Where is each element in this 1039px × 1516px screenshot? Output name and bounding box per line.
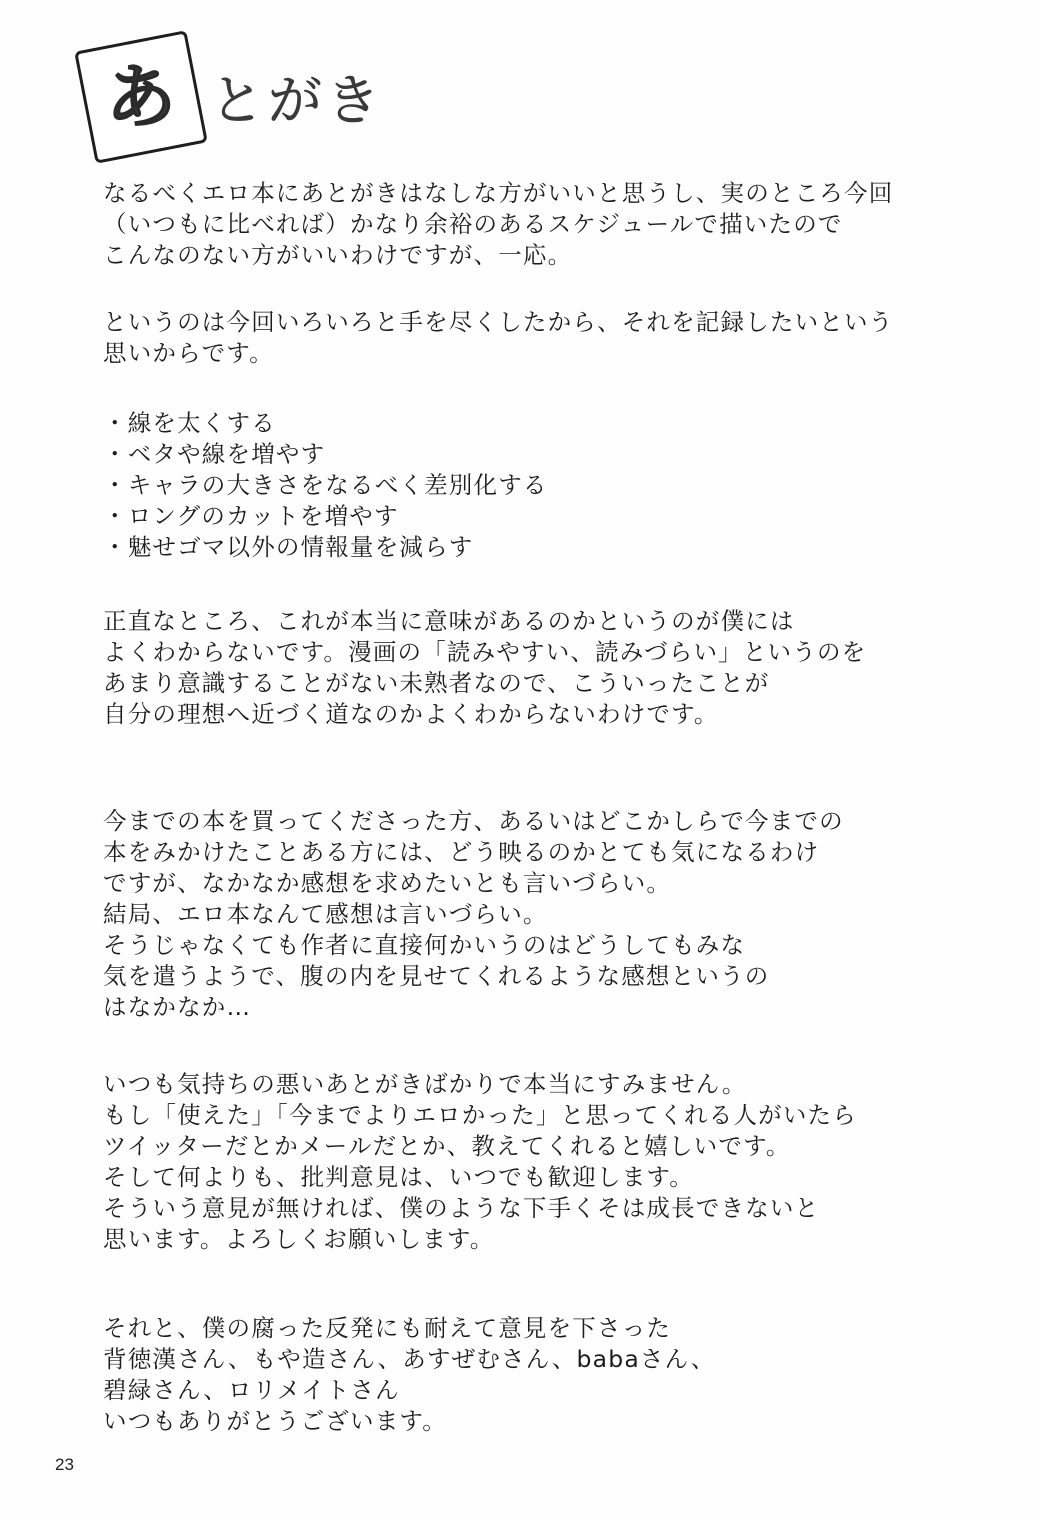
text-line: あまり意識することがない未熟者なので、こういったことが — [103, 669, 770, 697]
text-line: というのは今回いろいろと手を尽くしたから、それを記録したいという — [103, 308, 894, 336]
text-line: 思いからです。 — [103, 339, 274, 367]
text-line: 自分の理想へ近づく道なのかよくわからないわけです。 — [103, 700, 719, 728]
text-line: 本をみかけたことある方には、どう映るのかとても気になるわけ — [103, 838, 820, 866]
title-boxed-char-frame — [74, 30, 208, 164]
list-item: ・ロングのカットを増やす — [103, 502, 399, 530]
paragraph-reason — [103, 307, 893, 369]
text-line: そして何よりも、批判意見は、いつでも歓迎します。 — [103, 1163, 694, 1191]
paragraph-thanks — [103, 1313, 715, 1437]
text-line: いつも気持ちの悪いあとがきばかりで本当にすみません。 — [103, 1070, 747, 1098]
text-line: こんなのない方がいいわけですが、一応。 — [103, 241, 573, 269]
text-line: よくわからないです。漫画の「読みやすい、読みづらい」というのを — [103, 638, 867, 666]
title-boxed-char: あ — [106, 56, 176, 138]
text-line: 背徳漢さん、もや造さん、あすぜむさん、babaさん、 — [103, 1345, 716, 1373]
text-line: 今までの本を買ってくださった方、あるいはどこかしらで今までの — [103, 807, 844, 835]
list-item: ・線を太くする — [103, 409, 276, 437]
text-line: ツイッターだとかメールだとか、教えてくれると嬉しいです。 — [103, 1132, 791, 1160]
text-line: もし「使えた」「今までよりエロかった」と思ってくれる人がいたら — [103, 1101, 857, 1129]
page-number: 23 — [55, 1455, 74, 1474]
text-line: はなかなか… — [103, 993, 252, 1021]
text-line: それと、僕の腐った反発にも耐えて意見を下さった — [103, 1314, 672, 1342]
text-line: 思います。よろしくお願いします。 — [103, 1225, 495, 1253]
text-line: 結局、エロ本なんて感想は言いづらい。 — [103, 900, 548, 928]
text-line: そうじゃなくても作者に直接何かいうのはどうしてもみな — [103, 931, 746, 959]
list-item: ・キャラの大きさをなるべく差別化する — [103, 471, 548, 499]
text-line: 正直なところ、これが本当に意味があるのかというのが僕には — [103, 607, 795, 635]
text-line: 気を遣うようで、腹の内を見せてくれるような感想というの — [103, 962, 770, 990]
paragraph-apology — [103, 1069, 857, 1255]
text-line: そういう意見が無ければ、僕のような下手くそは成長できないと — [103, 1194, 820, 1222]
text-line: ですが、なかなか感想を求めたいとも言いづらい。 — [103, 869, 672, 897]
page-title — [78, 32, 398, 152]
text-line: （いつもに比べれば）かなり余裕のあるスケジュールで描いたので — [103, 210, 843, 238]
text-line: なるべくエロ本にあとがきはなしな方がいいと思うし、実のところ今回 — [103, 179, 894, 207]
paragraph-intro — [103, 178, 893, 271]
list-item: ・ベタや線を増やす — [103, 440, 326, 468]
bullet-list — [103, 408, 548, 563]
title-rest-text: とがき — [210, 69, 384, 132]
text-line: いつもありがとうございます。 — [103, 1407, 447, 1435]
paragraph-feedback — [103, 806, 844, 1023]
text-line: 碧緑さん、ロリメイトさん — [103, 1376, 400, 1404]
list-item: ・魅せゴマ以外の情報量を減らす — [103, 533, 474, 561]
paragraph-honesty — [103, 606, 866, 730]
